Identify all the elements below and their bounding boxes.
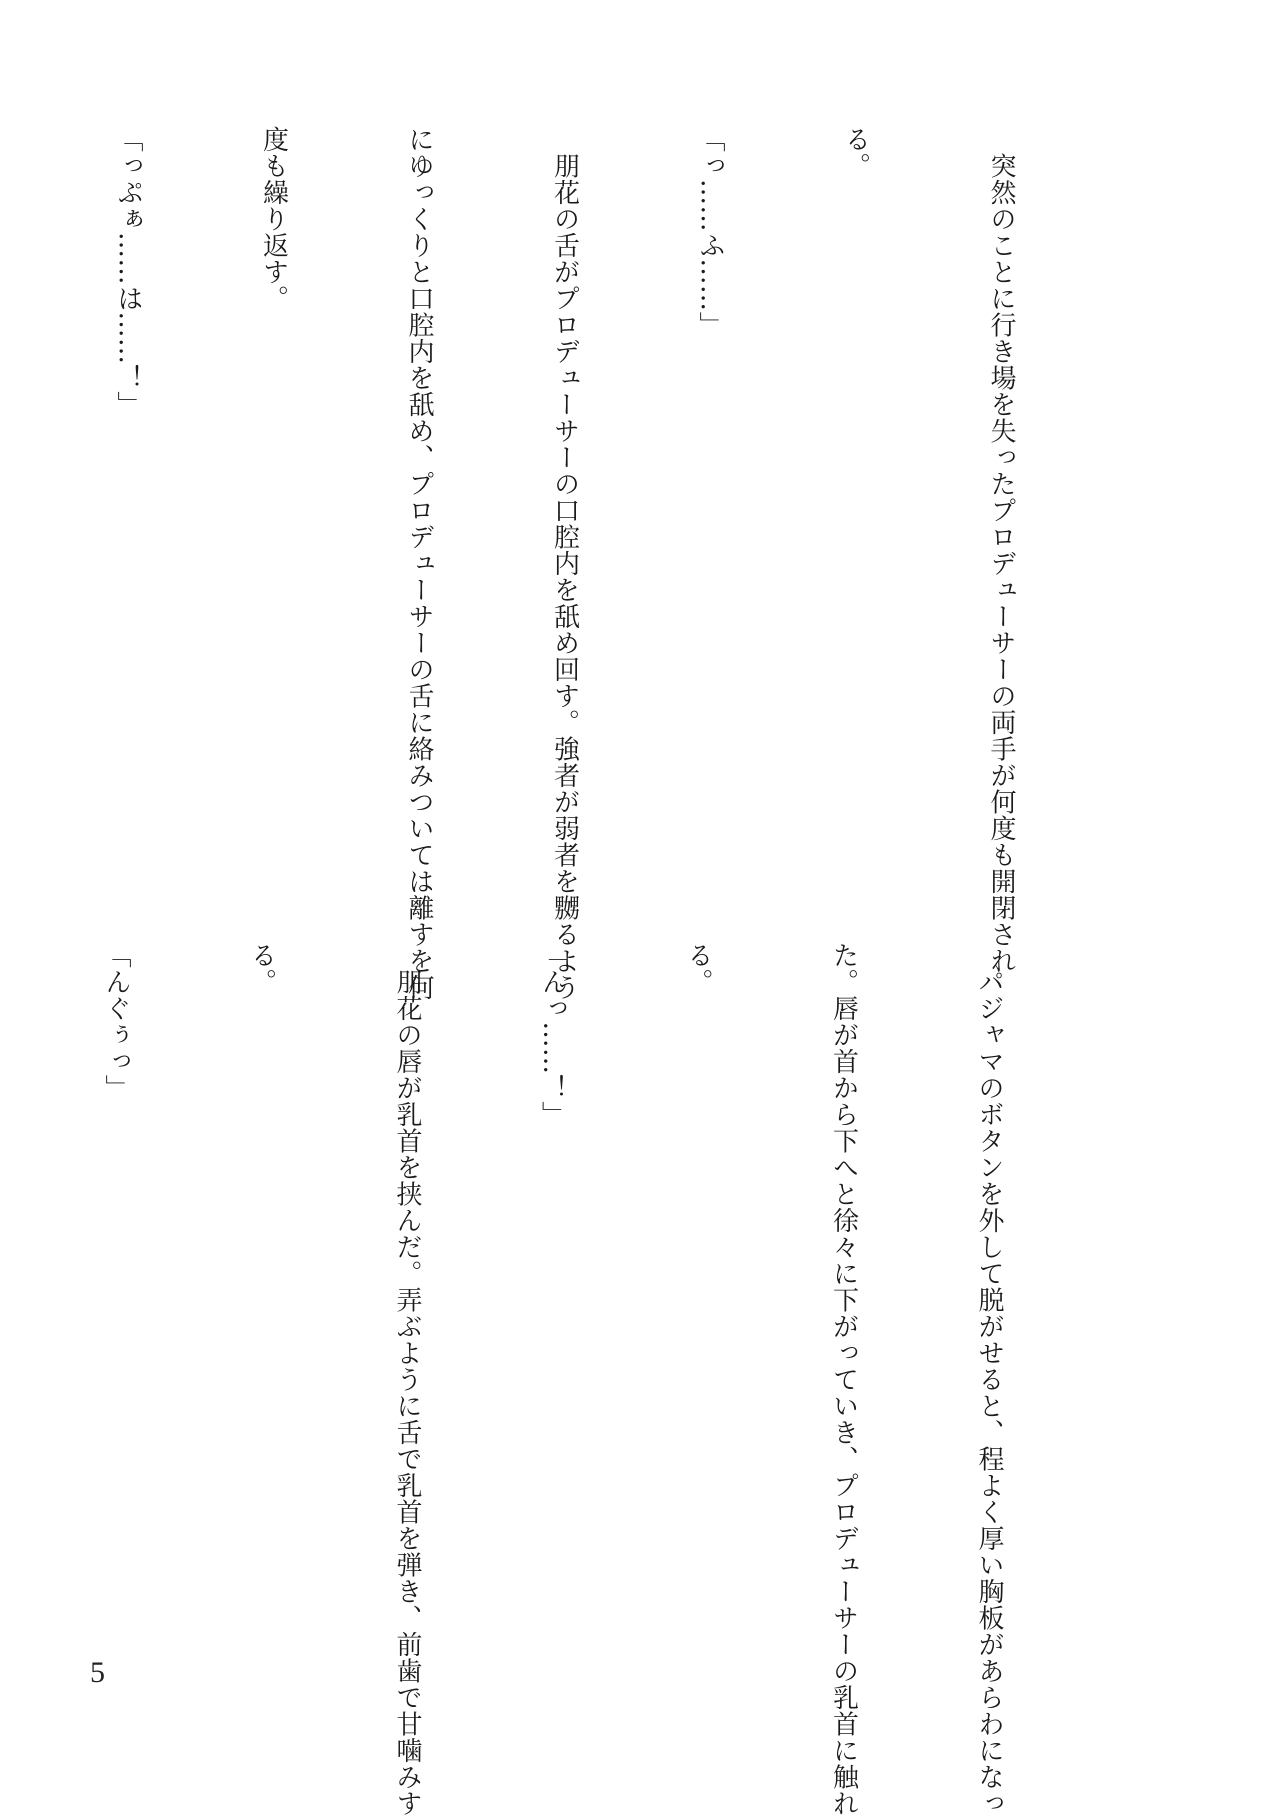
text-line: 度も繰り返す。 — [258, 126, 289, 312]
text-line: 「んぐぅっ」 — [101, 942, 131, 1101]
text-line: た。唇が首から下へと徐々に下がっていき、プロデューサーの乳首に触れ — [828, 942, 859, 1817]
text-line: 「っぷぁ……は……！」 — [113, 126, 143, 418]
text-block-upper — [113, 126, 1122, 1001]
text-line: る。 — [840, 126, 871, 179]
page-number: 5 — [90, 1656, 105, 1689]
text-block-lower — [101, 942, 1110, 1817]
text-line: 「っ……ふ……」 — [695, 126, 725, 338]
text-line: 朋花の唇が乳首を挟んだ。弄ぶように舌で乳首を弾き、前歯で甘噛みす — [392, 942, 422, 1817]
text-line: 「んっ……！」 — [537, 942, 568, 1128]
text-line — [0, 126, 7, 916]
text-line: 朋花の舌がプロデューサーの口腔内を舐め回す。強者が弱者を嬲るよう — [549, 126, 580, 1001]
text-line: にゆっくりと口腔内を舐め、プロデューサーの舌に絡みついては離すを何 — [404, 126, 434, 1001]
text-line: る。 — [246, 942, 277, 995]
text-line: る。 — [683, 942, 713, 995]
text-line: 突然のことに行き場を失ったプロデューサーの両手が何度も開閉され — [986, 126, 1016, 974]
text-line: パジャマのボタンを外して脱がせると、程よく厚い胸板があらわになっ — [974, 942, 1004, 1817]
